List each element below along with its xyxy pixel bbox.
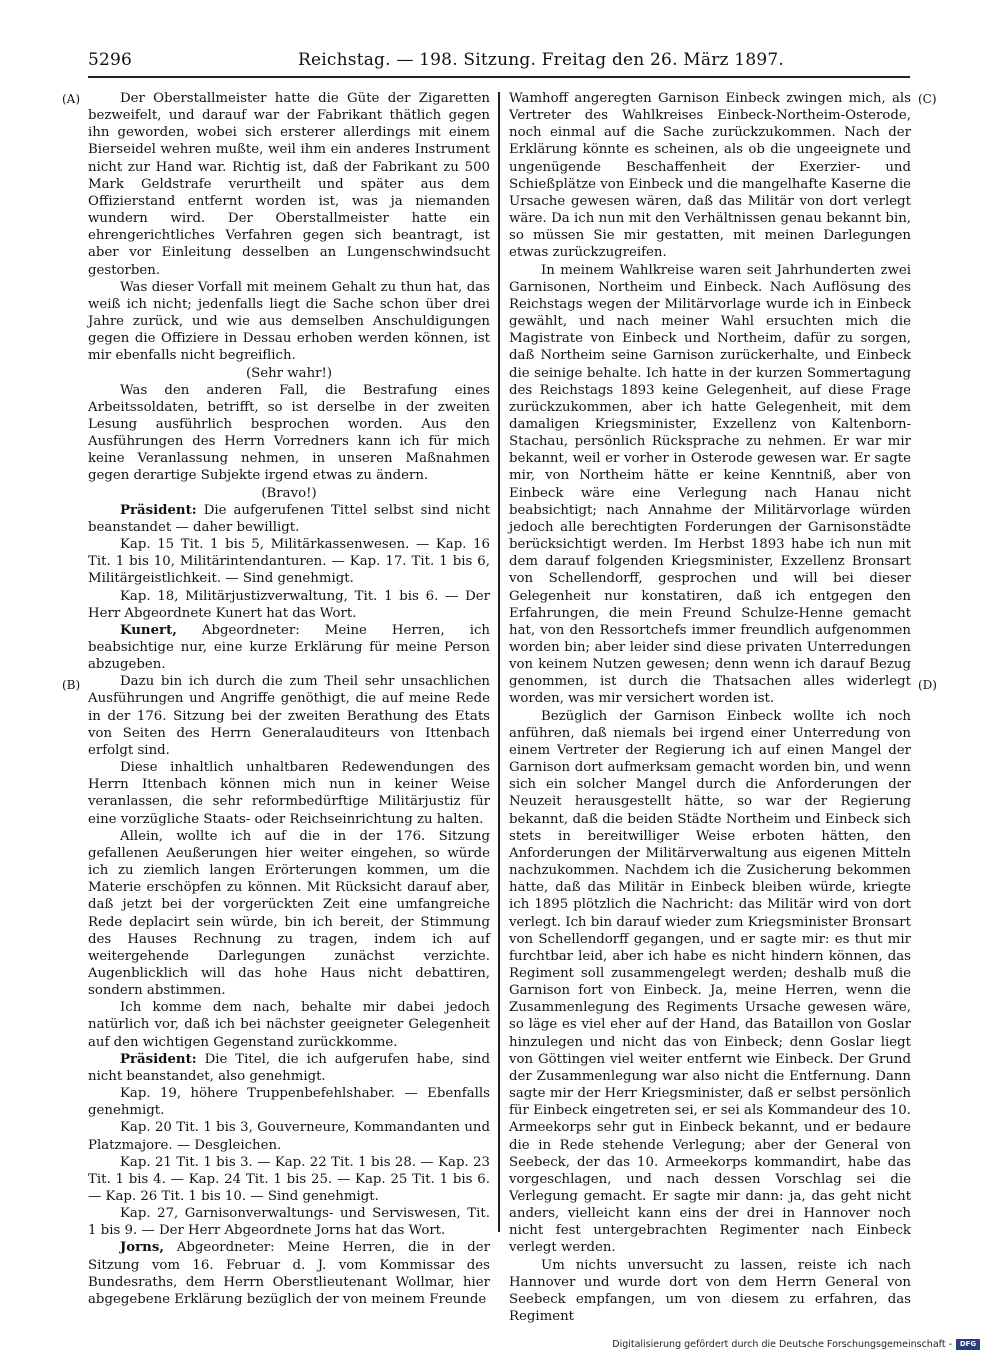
paragraph — [88, 622, 490, 673]
paragraph-text: Dazu bin ich durch die zum Theil sehr unsachlichen Ausführungen und Angriffe genöthigt, die auf meine Rede in der 176. Sitzung bei der zweiten Berathung des Etats von Seiten des Herrn Generalauditeurs von Ittenbach erfolgt sind. — [88, 674, 490, 758]
paragraph-text: Der Oberstallmeister hatte die Güte der Zigaretten bezweifelt, und darauf war der Fabrikant thätlich gegen ihn geworden, wobei sich ersterer allerdings mit einem Bierseidel wehren mußte, weil ihm ein anderes Instrument nicht zur Hand war. Richtig ist, daß der Fabrikant zu 500 Mark Geldstrafe verurtheilt und später aus dem Offizierstand entfernt worden ist, was ja niemanden wundern wird. Der Oberstallmeister hatte ein ehrengerichtliches Verfahren gegen sich beantragt, ist aber vor Einleitung desselben an Lungenschwindsucht gestorben. — [88, 91, 490, 278]
paragraph — [88, 279, 490, 365]
paragraph-text: Kap. 15 Tit. 1 bis 5, Militärkassenwesen. — Kap. 16 Tit. 1 bis 10, Militärintendanturen. — Kap. 17. Tit. 1 bis 6, Militärgeistlichkeit. — Sind genehmigt. — [88, 537, 490, 587]
paragraph-text: Die aufgerufenen Tittel selbst sind nicht beanstandet — daher bewilligt. — [88, 502, 491, 535]
interjection: (Sehr wahr!) — [245, 365, 333, 381]
paragraph-text: Ich komme dem nach, behalte mir dabei jedoch natürlich vor, daß ich bei nächster geeigneter Gelegenheit auf den wichtigen Gegenstand zurückkomme. — [88, 1000, 490, 1050]
paragraph-text: Was dieser Vorfall mit meinem Gehalt zu thun hat, das weiß ich nicht; jedenfalls liegt die Sache schon über drei Jahre zurück, und wie aus demselben Anschuldigungen gegen die Offiziere in Dessau erhoben werden können, ist mir ebenfalls nicht begreiflich. — [88, 279, 490, 364]
margin-marker-a: (A) — [62, 92, 81, 106]
page-number: 5296 — [88, 50, 133, 70]
interjection: (Bravo!) — [261, 485, 317, 501]
paragraph — [88, 365, 490, 382]
paragraph-text: Kap. 20 Tit. 1 bis 3, Gouverneure, Kommandanten und Platzmajore. — Desgleichen. — [88, 1120, 490, 1153]
paragraph-text: Kap. 19, höhere Truppenbefehlshaber. — Ebenfalls genehmigt. — [88, 1086, 490, 1119]
paragraph — [88, 1205, 490, 1239]
paragraph-text: Kap. 21 Tit. 1 bis 3. — Kap. 22 Tit. 1 bis 28. — Kap. 23 Tit. 1 bis 4. — Kap. 24 Tit. 1 bis 25. — Kap. 25 Tit. 1 bis 6. — Kap. 26 Tit. 1 bis 10. — Sind genehmigt. — [88, 1154, 490, 1204]
paragraph — [509, 90, 911, 262]
paragraph — [88, 759, 490, 828]
paragraph — [509, 262, 911, 708]
paragraph — [88, 828, 490, 1000]
paragraph — [88, 673, 490, 759]
paragraph — [88, 536, 490, 587]
paragraph-text: Was den anderen Fall, die Bestrafung eines Arbeitssoldaten, betrifft, so ist derselbe in der zweiten Lesung ausführlich besprochen worden. Aus den Ausführungen des Herrn Vorredners kann ich für mich keine Veranlassung nehmen, in unseren Maßnahmen gegen derartige Subjekte irgend etwas zu ändern. — [88, 382, 490, 484]
paragraph-text: Abgeordneter: Meine Herren, ich beabsichtige nur, eine kurze Erklärung für meine Person abzugeben. — [88, 622, 490, 673]
paragraph — [88, 1085, 490, 1119]
speaker-name: Präsident: — [120, 1051, 197, 1067]
paragraph-text: Wamhoff angeregten Garnison Einbeck zwingen mich, als Vertreter des Wahlkreises Einbeck-Northeim-Osterode, noch einmal auf die Sache zurückzukommen. Nach der Erklärung könnte es scheinen, als ob die ungeeignete und ungenügende Beschaffenheit der Exerzier- und Schießplätze von Einbeck und die mangelhafte Kaserne die Ursache gewesen wären, daß das Militär von dort verlegt wäre. Da ich nun mit den Verhältnissen genau bekannt bin, so müssen Sie mir gestatten, mit meinen Darlegungen etwas zurückzugreifen. — [509, 91, 911, 261]
running-header — [88, 50, 910, 74]
footer — [612, 1337, 980, 1351]
paragraph-text: Allein, wollte ich auf die in der 176. Sitzung gefallenen Aeußerungen hier weiter eingehen, so würde ich zu ziemlich langen Erörterungen kommen, um die Materie erschöpfen zu können. Mit Rücksicht darauf aber, daß jetzt bei der vorgerückten Zeit eine umfangreiche Rede deplacirt sein würde, bin ich bereit, der Stimmung des Hauses Rechnung zu tragen, indem ich auf weitergehende Darlegungen zunächst verzichte. Augenblicklich will das hohe Haus nicht debattiren, sondern abstimmen. — [88, 828, 490, 999]
column-divider — [498, 92, 500, 1232]
paragraph-text: Die Titel, die ich aufgerufen habe, sind nicht beanstandet, also genehmigt. — [88, 1051, 490, 1084]
paragraph — [88, 1119, 490, 1153]
paragraph — [88, 1239, 490, 1308]
right-column — [509, 90, 911, 1325]
paragraph — [88, 999, 490, 1050]
paragraph — [88, 588, 490, 622]
paragraph-text: Abgeordneter: Meine Herren, die in der Sitzung vom 16. Februar d. J. vom Kommissar des Bundesraths, dem Herrn Oberstlieutenant Wollmar, hier abgegebene Erklärung bezüglich der von meinem Freunde — [88, 1240, 490, 1307]
left-column — [88, 90, 491, 1307]
paragraph-text: In meinem Wahlkreise waren seit Jahrhunderten zwei Garnisonen, Northeim und Einbeck. Nach Auflösung des Reichstags wegen der Militärvorlage wurde ich in Einbeck gewählt, und nach meiner Wahl ersuchten mich die Magistrate von Einbeck und Northeim, dafür zu sorgen, daß Northeim seine Garnison zurückerhalte, und Einbeck die seinige behalte. Ich hatte in der kurzen Sommertagung des Reichstags 1893 keine Gelegenheit, auf diese Frage zurückzukommen, aber ich hatte Gelegenheit, mit dem damaligen Kriegsminister, Exzellenz von Kaltenborn-Stachau, persönlich Rücksprache zu nehmen. Er war mir bekannt, weil er vorher in Osterode gewesen war. Er sagte mir, von Northeim hätte er keine Kenntniß, aber von Einbeck wäre eine Verlegung nach Hanau nicht beabsichtigt; nach Annahme der Militärvorlage würden jedoch alle berechtigten Forderungen der Garnisonstädte berücksichtigt werden. Im Herbst 1893 habe ich nun mit dem darauf folgenden Kriegsminister, Exzellenz Bronsart von Schellendorff, gesprochen und will bei dieser Gelegenheit nur konstatiren, daß ich entgegen den Erfahrungen, die mein Freund Schulze-Henne gemacht hat, von den Ressortchefs immer freundlich aufgenommen worden bin; aber leider sind diese privaten Unterredungen von keinem Nutzen gewesen; denn wenn ich darauf Bezug genommen, ist durch die Thatsachen alles widerlegt worden, was mir versichert worden ist. — [509, 262, 911, 707]
paragraph — [88, 1051, 490, 1085]
margin-marker-c: (C) — [918, 92, 937, 106]
speaker-name: Kunert, — [120, 622, 177, 638]
speaker-name: Jorns, — [120, 1240, 164, 1256]
paragraph-text: Kap. 18, Militärjustizverwaltung, Tit. 1 bis 6. — Der Herr Abgeordnete Kunert hat das Wort. — [88, 588, 490, 621]
paragraph-text: Um nichts unversucht zu lassen, reiste ich nach Hannover und wurde dort von dem Herrn General von Seebeck empfangen, um von diesem zu erfahren, das Regiment — [509, 1257, 911, 1325]
paragraph — [509, 708, 911, 1257]
paragraph — [88, 485, 490, 502]
running-title: Reichstag. — 198. Sitzung. Freitag den 26. März 1897. — [298, 50, 784, 70]
paragraph — [88, 1154, 490, 1205]
speaker-name: Präsident: — [120, 502, 197, 518]
paragraph — [88, 502, 490, 536]
paragraph — [509, 1257, 911, 1326]
paragraph-text: Kap. 27, Garnisonverwaltungs- und Serviswesen, Tit. 1 bis 9. — Der Herr Abgeordnete Jorns hat das Wort. — [88, 1206, 490, 1239]
margin-marker-b: (B) — [62, 678, 81, 692]
dfg-logo-icon: DFG — [956, 1339, 980, 1350]
paragraph-text: Diese inhaltlich unhaltbaren Redewendungen des Herrn Ittenbach können mich nun in keiner Weise veranlassen, die sehr reformbedürftige Militärjustiz für eine vorzügliche Staats- oder Reichseinrichtung zu halten. — [88, 760, 490, 827]
paragraph — [88, 90, 490, 279]
paragraph-text: Bezüglich der Garnison Einbeck wollte ich noch anführen, daß niemals bei irgend einer Unterredung von einem Vertreter der Regierung ich auf einen Mangel der Garnison dort aufmerksam gemacht worden bin, und wenn sich ein solcher Mangel durch die Anforderungen der Neuzeit herausgestellt hätte, so war der Regierung bekannt, daß die beiden Städte Northeim und Einbeck sich stets in bereitwilliger Weise erboten hätten, den Anforderungen der Militärverwaltung aus eigenen Mitteln nachzukommen. Nachdem ich die Zusicherung bekommen hatte, daß das Militär in Einbeck bleiben würde, kriegte ich 1895 plötzlich die Nachricht: das Militär wird von dort verlegt. Ich bin darauf wieder zum Kriegsminister Bronsart von Schellendorff gegangen, und er sagte mir: es thut mir furchtbar leid, aber ich habe es nicht hindern können, das Regiment soll zusammengelegt werden; deshalb muß die Garnison fort von Einbeck. Ja, meine Herren, wenn die Zusammenlegung des Regiments Ursache gewesen wäre, so läge es viel eher auf der Hand, das Bataillon von Goslar hinzulegen und nicht das von Einbeck; denn Goslar liegt von Göttingen viel weiter entfernt wie Einbeck. Der Grund der Zusammenlegung war also nicht die Entfernung. Dann sagte mir der Herr Kriegsminister, daß er selbst persönlich für Einbeck eingetreten sei, er sei als Kommandeur des 10. Armeekorps sehr gut in Einbeck bekannt, und er bedaure die in Rede stehende Verlegung; aber der General von Seebeck, der das 10. Armeekorps kommandirt, habe das vorgeschlagen, und nach dessen Vorschlag sei die Verlegung gemacht. Er sagte mir dann: ja, das geht nicht anders, vielleicht kann eins der drei in Hannover noch nicht fest untergebrachten Regimenter nach Einbeck verlegt werden. — [509, 708, 911, 1256]
margin-marker-d: (D) — [918, 678, 937, 692]
paragraph — [88, 382, 490, 485]
header-rule — [88, 76, 910, 78]
footer-text: Digitalisierung gefördert durch die Deutsche Forschungsgemeinschaft - — [612, 1338, 952, 1350]
